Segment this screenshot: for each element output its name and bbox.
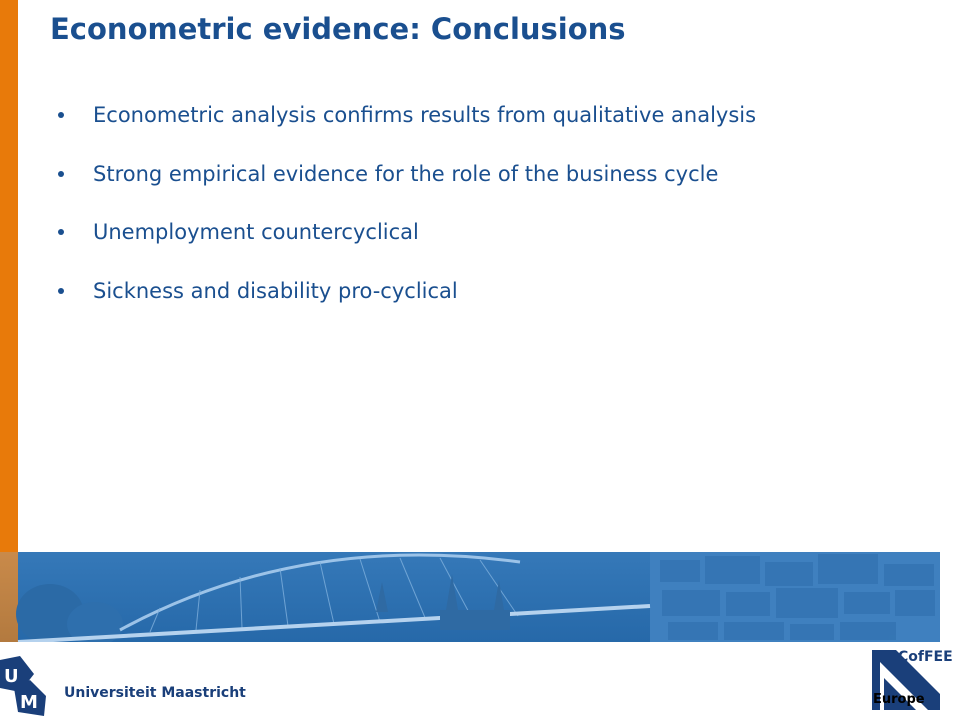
bullet-list	[58, 96, 756, 330]
partner-logo-text: CofFEE	[898, 649, 953, 665]
bullet-text: Sickness and disability pro-cyclical	[93, 278, 458, 303]
bullet-dot-icon	[58, 288, 64, 294]
bullet-dot-icon	[58, 229, 64, 235]
bridge-photo-banner	[0, 552, 940, 642]
slide-title: Econometric evidence: Conclusions	[50, 12, 626, 46]
bullet-text: Unemployment countercyclical	[93, 220, 419, 244]
bridge-illustration	[0, 552, 940, 642]
university-logo	[0, 652, 50, 716]
bullet-text: Strong empirical evidence for the role of the business cycle	[93, 161, 719, 186]
logo-letter-m: M	[20, 692, 38, 713]
orange-accent-bar	[0, 0, 18, 640]
bullet-dot-icon	[58, 171, 64, 177]
partner-logo-subtext: Europe	[873, 692, 925, 707]
bullet-dot-icon	[58, 112, 64, 118]
logo-letter-u: U	[4, 666, 19, 687]
bullet-item	[58, 155, 756, 214]
university-name: Universiteit Maastricht	[64, 685, 246, 701]
bullet-text: Econometric analysis confirms results from qualitative analysis	[93, 103, 757, 127]
bullet-item	[58, 213, 756, 272]
bullet-item	[58, 96, 756, 155]
bullet-item	[58, 272, 756, 331]
